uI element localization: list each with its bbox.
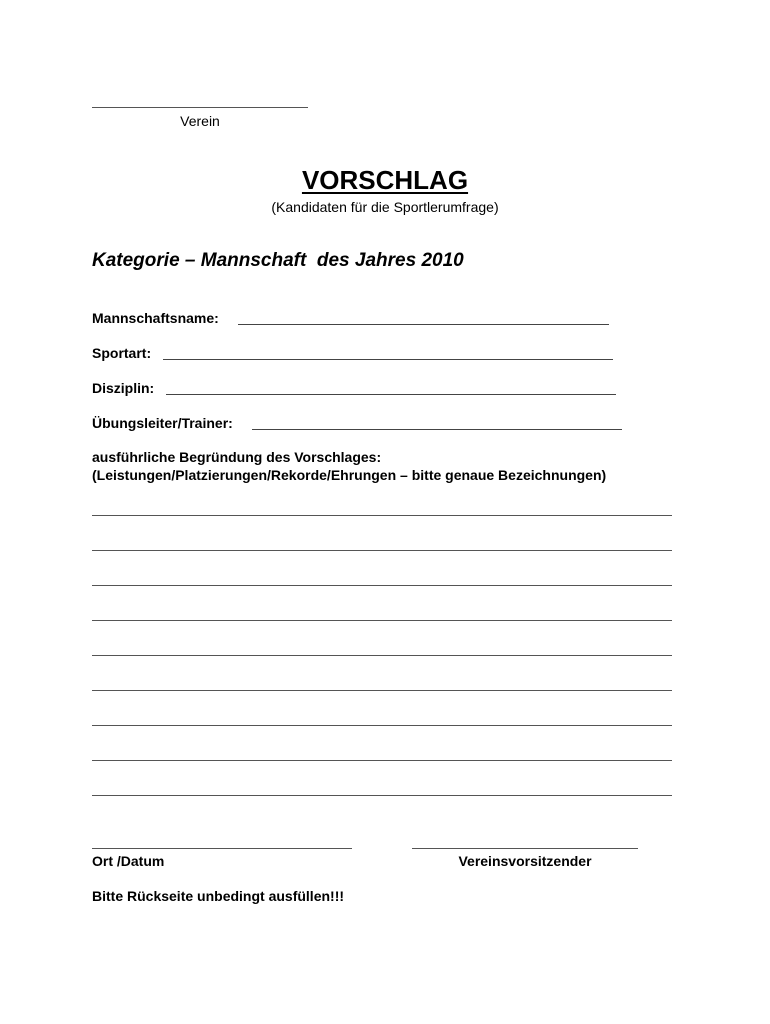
reason-line[interactable] — [92, 655, 672, 656]
verein-label: Verein — [180, 113, 220, 129]
reason-line[interactable] — [92, 690, 672, 691]
field-label-discipline: Disziplin: — [92, 380, 155, 396]
verein-signature-line — [92, 107, 308, 108]
reason-line[interactable] — [92, 620, 672, 621]
reason-line[interactable] — [92, 550, 672, 551]
field-label-sport: Sportart: — [92, 345, 152, 361]
reason-line[interactable] — [92, 725, 672, 726]
sport-input-line[interactable] — [163, 359, 613, 360]
chairman-label: Vereinsvorsitzender — [458, 853, 592, 869]
category-heading: Kategorie – Mannschaft des Jahres 2010 — [92, 250, 464, 271]
reason-heading: ausführliche Begründung des Vorschlages: — [92, 449, 382, 465]
reason-line[interactable] — [92, 795, 672, 796]
title-text: VORSCHLAG — [301, 165, 469, 195]
footer-note: Bitte Rückseite unbedingt ausfüllen!!! — [92, 888, 345, 904]
discipline-input-line[interactable] — [166, 394, 616, 395]
page-subtitle: (Kandidaten für die Sportlerumfrage) — [271, 199, 499, 215]
place-date-signature-line[interactable] — [92, 848, 352, 849]
chairman-signature-line[interactable] — [412, 848, 638, 849]
reason-line[interactable] — [92, 585, 672, 586]
field-label-trainer: Übungsleiter/Trainer: — [92, 415, 233, 431]
place-date-label: Ort /Datum — [92, 853, 165, 869]
reason-line[interactable] — [92, 515, 672, 516]
reason-hint: (Leistungen/Platzierungen/Rekorde/Ehrungen – bitte genaue Bezeichnungen) — [92, 467, 607, 483]
field-label-team-name: Mannschaftsname: — [92, 310, 219, 326]
trainer-input-line[interactable] — [252, 429, 622, 430]
page-title — [0, 165, 770, 196]
reason-line[interactable] — [92, 760, 672, 761]
team-name-input-line[interactable] — [238, 324, 609, 325]
